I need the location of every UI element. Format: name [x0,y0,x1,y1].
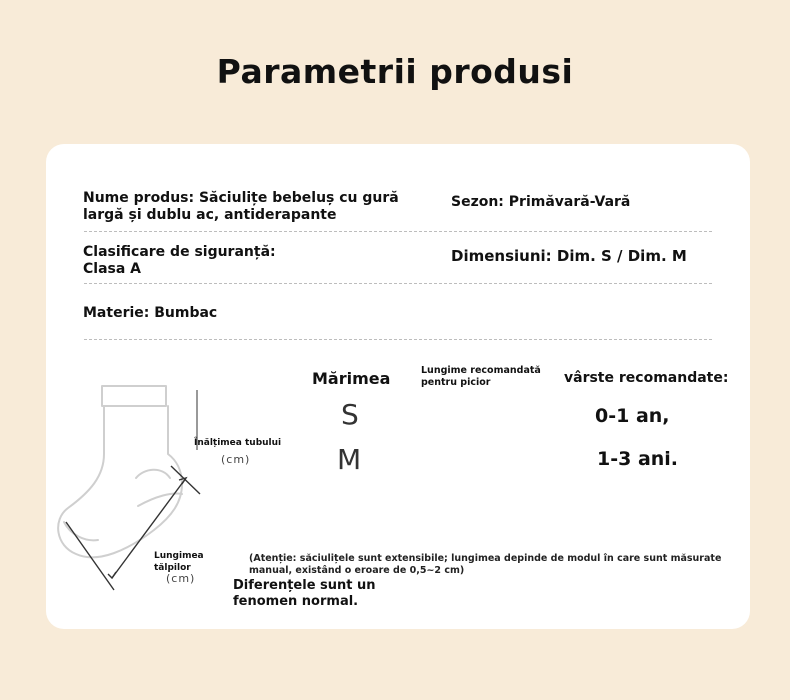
sole-length-unit: (cm) [166,572,196,585]
note-line1: (Atenție: săciulițele sunt extensibile; lungimea depinde de modul în care sunt măsurate [249,553,722,564]
note-difference-line1: Diferențele sunt un [233,578,376,593]
age-cell-s: 0-1 an, [595,405,670,427]
length-column-header-line2: pentru picior [421,377,491,388]
divider [84,231,712,232]
divider [84,339,712,340]
sock-outline-icon [46,374,246,604]
age-cell-m: 1-3 ani. [597,448,679,470]
tube-height-unit: (cm) [221,453,251,466]
sole-length-label-line1: Lungimea [154,551,204,561]
age-column-header: vârste recomandate: [564,370,729,386]
product-name-line2: largă și dublu ac, antiderapante [83,207,337,223]
safety-class-line2: Clasa A [83,261,142,277]
material: Materie: Bumbac [83,305,218,321]
product-name-line1: Nume produs: Săciulițe bebeluș cu gură [83,190,399,206]
safety-class-line1: Clasificare de siguranță: [83,244,276,260]
divider [84,283,712,284]
size-column-header: Mărimea [312,369,391,388]
season: Sezon: Primăvară-Vară [451,194,631,210]
product-parameters-card [46,144,750,629]
note-line2: manual, existând o eroare de 0,5~2 cm) [249,565,465,576]
size-cell-s: S [341,398,359,431]
length-column-header-line1: Lungime recomandată [421,365,541,376]
sole-length-label-line2: tălpilor [154,563,191,573]
note-difference-line2: fenomen normal. [233,594,359,609]
size-cell-m: M [337,443,362,476]
page-title: Parametrii produsi [216,52,574,91]
tube-height-label: Înălțimea tubului [194,438,282,448]
dimensions: Dimensiuni: Dim. S / Dim. M [451,247,687,265]
